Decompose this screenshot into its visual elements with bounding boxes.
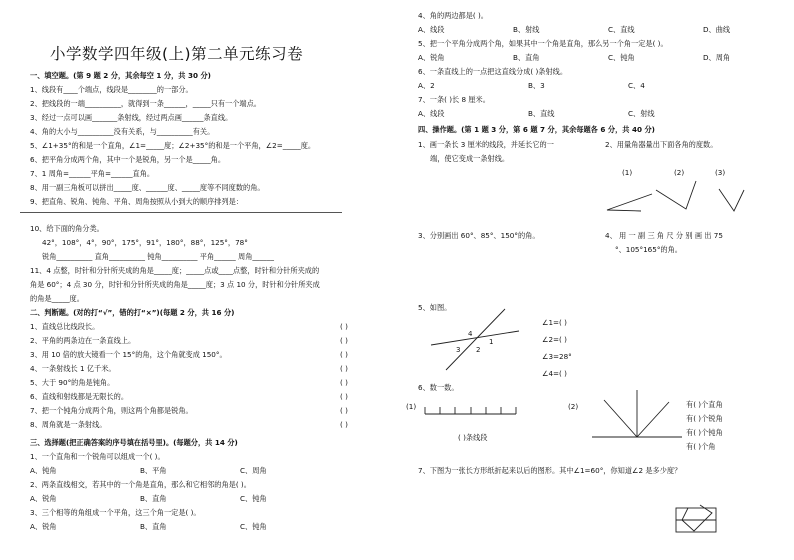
total-angle-count: 有( )个角: [686, 442, 716, 451]
choice-q4-option-d: D、曲线: [703, 25, 731, 34]
choice-q2-option-a: A、锐角: [30, 494, 57, 503]
op-q4-line2: °、105°165°的角。: [615, 245, 682, 254]
obtuse-angle-count: 有( )个钝角: [686, 428, 723, 437]
judge-answer-3[interactable]: ( ): [340, 350, 348, 359]
judge-q2: 2、平角的两条边在一条直线上。: [30, 336, 136, 345]
choice-q7-option-b: B、直线: [528, 109, 555, 118]
angle-label-2: (2): [674, 168, 685, 177]
choice-q1: 1、一个直角和一个锐角可以组成一个( )。: [30, 452, 165, 461]
fill-q7: 7、1 周角=______平角=______直角。: [30, 169, 155, 178]
fill-q11-line3: 的角是_____度。: [30, 294, 84, 303]
angle-label-1: (1): [622, 168, 633, 177]
segment-count-answer: ( )条线段: [458, 433, 488, 442]
choice-q1-option-c: C、周角: [240, 466, 267, 475]
op-q5: 5、如图。: [418, 303, 452, 312]
fill-q2: 2、把线段的一端__________，就得到一条______，_____只有一个端点。: [30, 99, 261, 108]
page-title: 小学数学四年级(上)第二单元练习卷: [50, 45, 304, 63]
choice-q2-option-b: B、直角: [140, 494, 167, 503]
angle-2-answer: ∠2=( ): [542, 335, 567, 344]
choice-q6-option-b: B、3: [528, 81, 545, 90]
choice-q4: 4、角的两边都是( )。: [418, 11, 488, 20]
section-3-heading: 三、选择题(把正确答案的序号填在括号里)。(每题分，共 14 分): [30, 438, 238, 447]
choice-q5-option-c: C、钝角: [608, 53, 635, 62]
fill-q3: 3、经过一点可以画_______条射线，经过两点画______条直线。: [30, 113, 233, 122]
angle-number-3: 3: [456, 346, 461, 354]
op-q3: 3、分别画出 60°、85°、150°的角。: [418, 231, 540, 240]
judge-q1: 1、直线总比线段长。: [30, 322, 100, 331]
angle-4-answer: ∠4=( ): [542, 369, 567, 378]
choice-q1-option-a: A、钝角: [30, 466, 57, 475]
fill-q11: 11、4 点整，时针和分针所夹成的角是_____度；_____点或____点整，时针和分针所夹成的: [30, 266, 320, 275]
angle-number-1: 1: [489, 338, 494, 346]
choice-q3-option-b: B、直角: [140, 522, 167, 531]
angle-1-answer: ∠1=( ): [542, 318, 567, 327]
fill-q5: 5、∠1+35°的和是一个直角，∠1=_____度；∠2+35°的和是一个平角，∠2=_____度。: [30, 141, 316, 150]
angle-figure-1: [607, 194, 652, 211]
choice-q2-option-c: C、钝角: [240, 494, 267, 503]
angle-number-2: 2: [476, 346, 481, 354]
choice-q5-option-d: D、周角: [703, 53, 731, 62]
judge-q4: 4、一条射线长 1 亿千米。: [30, 364, 116, 373]
angle-figure-3: [719, 189, 744, 211]
angle-number-4: 4: [468, 330, 473, 338]
angle-list: 42°，108°，4°，90°，175°，91°，180°，88°，125°，78°: [42, 238, 248, 247]
choice-q7-option-c: C、射线: [628, 109, 655, 118]
judge-answer-2[interactable]: ( ): [340, 336, 348, 345]
judge-q8: 8、周角就是一条射线。: [30, 420, 107, 429]
fill-q4: 4、角的大小与__________没有关系，与__________有关。: [30, 127, 215, 136]
judge-q5: 5、大于 90°的角是钝角。: [30, 378, 115, 387]
op-q1-line2: 端，使它变成一条射线。: [430, 154, 510, 163]
right-angle-count: 有( )个直角: [686, 400, 723, 409]
judge-answer-6[interactable]: ( ): [340, 392, 348, 401]
op-q4: 4、 用 一 副 三 角 尺 分 别 画 出 75: [605, 231, 723, 240]
folded-paper-figure: [676, 505, 716, 532]
fill-q1: 1、线段有____个端点，线段是________的一部分。: [30, 85, 193, 94]
op-q2: 2、用量角器量出下面各角的度数。: [605, 140, 718, 149]
angle-label-3: (3): [715, 168, 726, 177]
judge-answer-1[interactable]: ( ): [340, 322, 348, 331]
intersecting-lines-figure: [431, 309, 519, 370]
choice-q5: 5、把一个平角分成两个角，如果其中一个角是直角，那么另一个角一定是( )。: [418, 39, 668, 48]
choice-q6: 6、一条直线上的一点把这直线分成( )条射线。: [418, 67, 568, 76]
fill-q10: 10、给下面的角分类。: [30, 224, 104, 233]
section-4-heading: 四、操作题。(第 1 题 3 分，第 6 题 7 分，其余每题各 6 分，共 40 分): [418, 125, 655, 134]
fill-q9: 9、把直角、锐角、钝角、平角、周角按照从小到大的顺序排列是：: [30, 197, 244, 206]
angle-count-figure: [592, 390, 682, 437]
op-q6: 6、数一数。: [418, 383, 459, 392]
acute-angle-count: 有( )个锐角: [686, 414, 723, 423]
judge-q7: 7、把一个钝角分成两个角，则这两个角都是锐角。: [30, 406, 193, 415]
fill-q8: 8、用一副三角板可以拼出_____度、______度、_____度等不同度数的角。: [30, 183, 265, 192]
angle-figure-2: [656, 181, 696, 209]
judge-answer-7[interactable]: ( ): [340, 406, 348, 415]
choice-q7-option-a: A、线段: [418, 109, 445, 118]
op-q7: 7、下图为一张长方形纸折起来以后的图形。其中∠1=60°，你知道∠2 是多少度？: [418, 466, 682, 475]
judge-answer-8[interactable]: ( ): [340, 420, 348, 429]
angle-categories: 锐角__________ 直角__________ 钝角__________ 平角______ 周角______: [42, 252, 274, 261]
judge-q6: 6、直线和射线都是无限长的。: [30, 392, 129, 401]
choice-q3-option-c: C、钝角: [240, 522, 267, 531]
section-2-heading: 二、判断题。(对的打“√”，错的打“×”)(每题 2 分，共 16 分): [30, 308, 235, 317]
choice-q5-option-b: B、直角: [513, 53, 540, 62]
choice-q2: 2、两条直线相交，若其中的一个角是直角，那么和它相邻的角是( )。: [30, 480, 251, 489]
choice-q1-option-b: B、平角: [140, 466, 167, 475]
angle-3-value: ∠3=28°: [542, 352, 572, 361]
choice-q4-option-b: B、射线: [513, 25, 540, 34]
choice-q7: 7、一条( )长 8 厘米。: [418, 95, 490, 104]
count-figure-1-label: (1): [406, 402, 417, 411]
choice-q3-option-a: A、锐角: [30, 522, 57, 531]
choice-q4-option-c: C、直线: [608, 25, 635, 34]
choice-q6-option-c: C、4: [628, 81, 645, 90]
op-q1: 1、画一条长 3 厘米的线段，并延长它的一: [418, 140, 554, 149]
segment-count-figure: [425, 407, 516, 414]
choice-q5-option-a: A、锐角: [418, 53, 445, 62]
choice-q6-option-a: A、2: [418, 81, 435, 90]
judge-answer-4[interactable]: ( ): [340, 364, 348, 373]
fill-q11-line2: 角是 60°；4 点 30 分，时针和分针所夹成的角是_____度；3 点 10 分，时针和分针所夹成: [30, 280, 320, 289]
section-1-heading: 一、填空题。(第 9 题 2 分，其余每空 1 分，共 30 分): [30, 71, 211, 80]
fill-q6: 6、把平角分成两个角，其中一个是锐角，另一个是_____角。: [30, 155, 226, 164]
judge-q3: 3、用 10 倍的放大镜看一个 15°的角，这个角就变成 150°。: [30, 350, 227, 359]
choice-q3: 3、三个相等的角组成一个平角，这三个角一定是( )。: [30, 508, 201, 517]
choice-q4-option-a: A、线段: [418, 25, 445, 34]
judge-answer-5[interactable]: ( ): [340, 378, 348, 387]
count-figure-2-label: (2): [568, 402, 579, 411]
